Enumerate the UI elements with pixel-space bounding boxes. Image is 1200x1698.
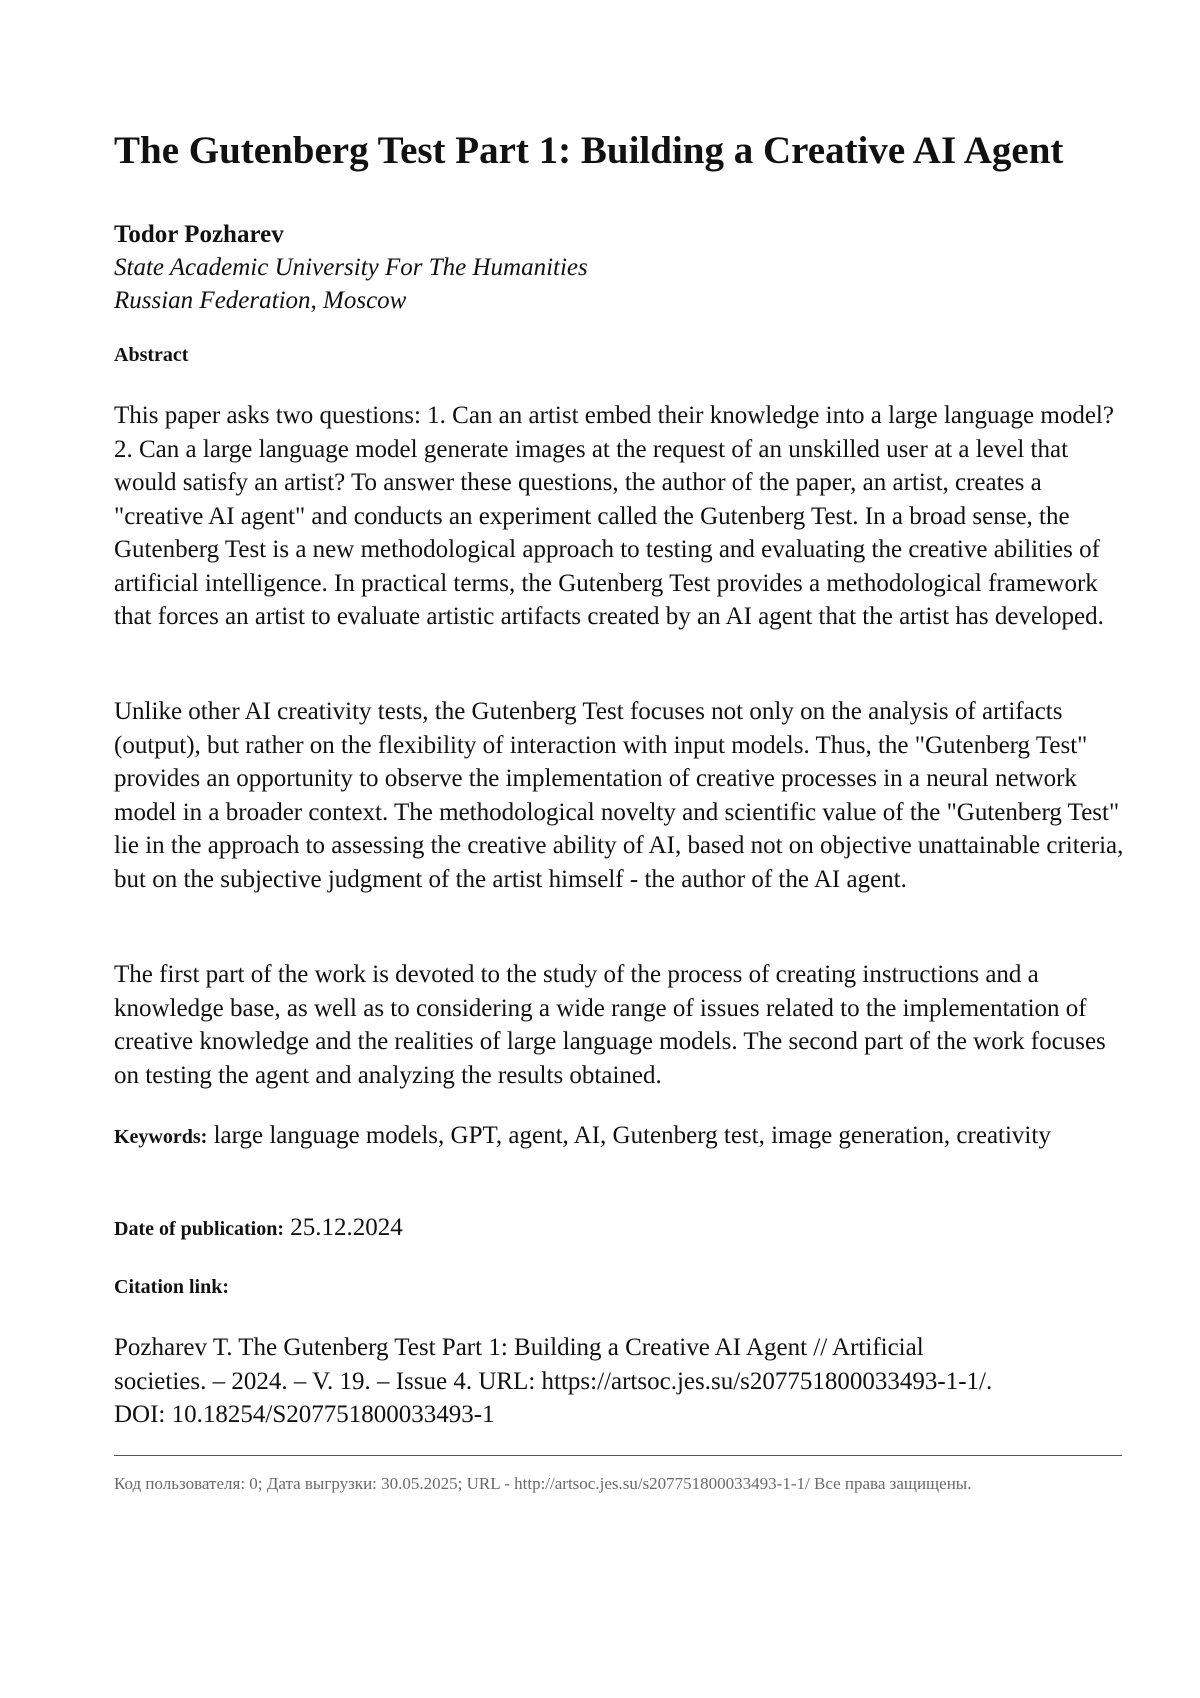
- keywords-value: large language models, GPT, agent, AI, Gutenberg test, image generation, creativity: [214, 1122, 1051, 1149]
- publication-date-block: [114, 1211, 403, 1246]
- paper-title: The Gutenberg Test Part 1: Building a Creative AI Agent: [114, 128, 1122, 175]
- abstract-paragraph-3: The first part of the work is devoted to the study of the process of creating instructions and a knowledge base, as well as to considering a wide range of issues related to the implementation of creative knowledge and the realities of large language models. The second part of the work focuses on testing the agent and analyzing the results obtained.: [114, 958, 1124, 1092]
- author-name: Todor Pozharev: [114, 219, 284, 251]
- abstract-paragraph-1: This paper asks two questions: 1. Can an artist embed their knowledge into a large language model? 2. Can a large language model generate images at the request of an unskilled user at a level that would satisfy an artist? To answer these questions, the author of the paper, an artist, creates a "creative AI agent" and conducts an experiment called the Gutenberg Test. In a broad sense, the Gutenberg Test is a new methodological approach to testing and evaluating the creative abilities of artificial intelligence. In practical terms, the Gutenberg Test provides a methodological framework that forces an artist to evaluate artistic artifacts created by an AI agent that the artist has developed.: [114, 399, 1124, 634]
- abstract-paragraph-2: Unlike other AI creativity tests, the Gutenberg Test focuses not only on the analysis of artifacts (output), but rather on the flexibility of interaction with input models. Thus, the "Gutenberg Test" provides an opportunity to observe the implementation of creative processes in a neural network model in a broader context. The methodological novelty and scientific value of the "Gutenberg Test" lie in the approach to assessing the creative ability of AI, based not on objective unattainable criteria, but on the subjective judgment of the artist himself - the author of the AI agent.: [114, 695, 1124, 896]
- keywords-block: [114, 1119, 1124, 1155]
- citation-line: societies. – 2024. – V. 19. – Issue 4. URL: https://artsoc.jes.su/s207751800033493-1-1/.: [114, 1365, 1124, 1399]
- footer-divider: [114, 1455, 1122, 1456]
- author-affiliation-location: Russian Federation, Moscow: [114, 285, 406, 317]
- publication-date-label: Date of publication:: [114, 1218, 284, 1240]
- publication-date-value: 25.12.2024: [290, 1214, 403, 1241]
- abstract-heading: Abstract: [114, 342, 188, 368]
- citation-line: DOI: 10.18254/S207751800033493-1: [114, 1398, 1124, 1432]
- citation-heading: Citation link:: [114, 1274, 229, 1300]
- citation-line: Pozharev T. The Gutenberg Test Part 1: Building a Creative AI Agent // Artificial: [114, 1331, 1124, 1365]
- page-footer: Код пользователя: 0; Дата выгрузки: 30.05.2025; URL - http://artsoc.jes.su/s207751800033493-1-1/ Все права защищены.: [114, 1472, 1114, 1496]
- keywords-label: Keywords:: [114, 1126, 207, 1148]
- citation-text: [114, 1331, 1124, 1432]
- author-affiliation-university: State Academic University For The Humanities: [114, 252, 588, 284]
